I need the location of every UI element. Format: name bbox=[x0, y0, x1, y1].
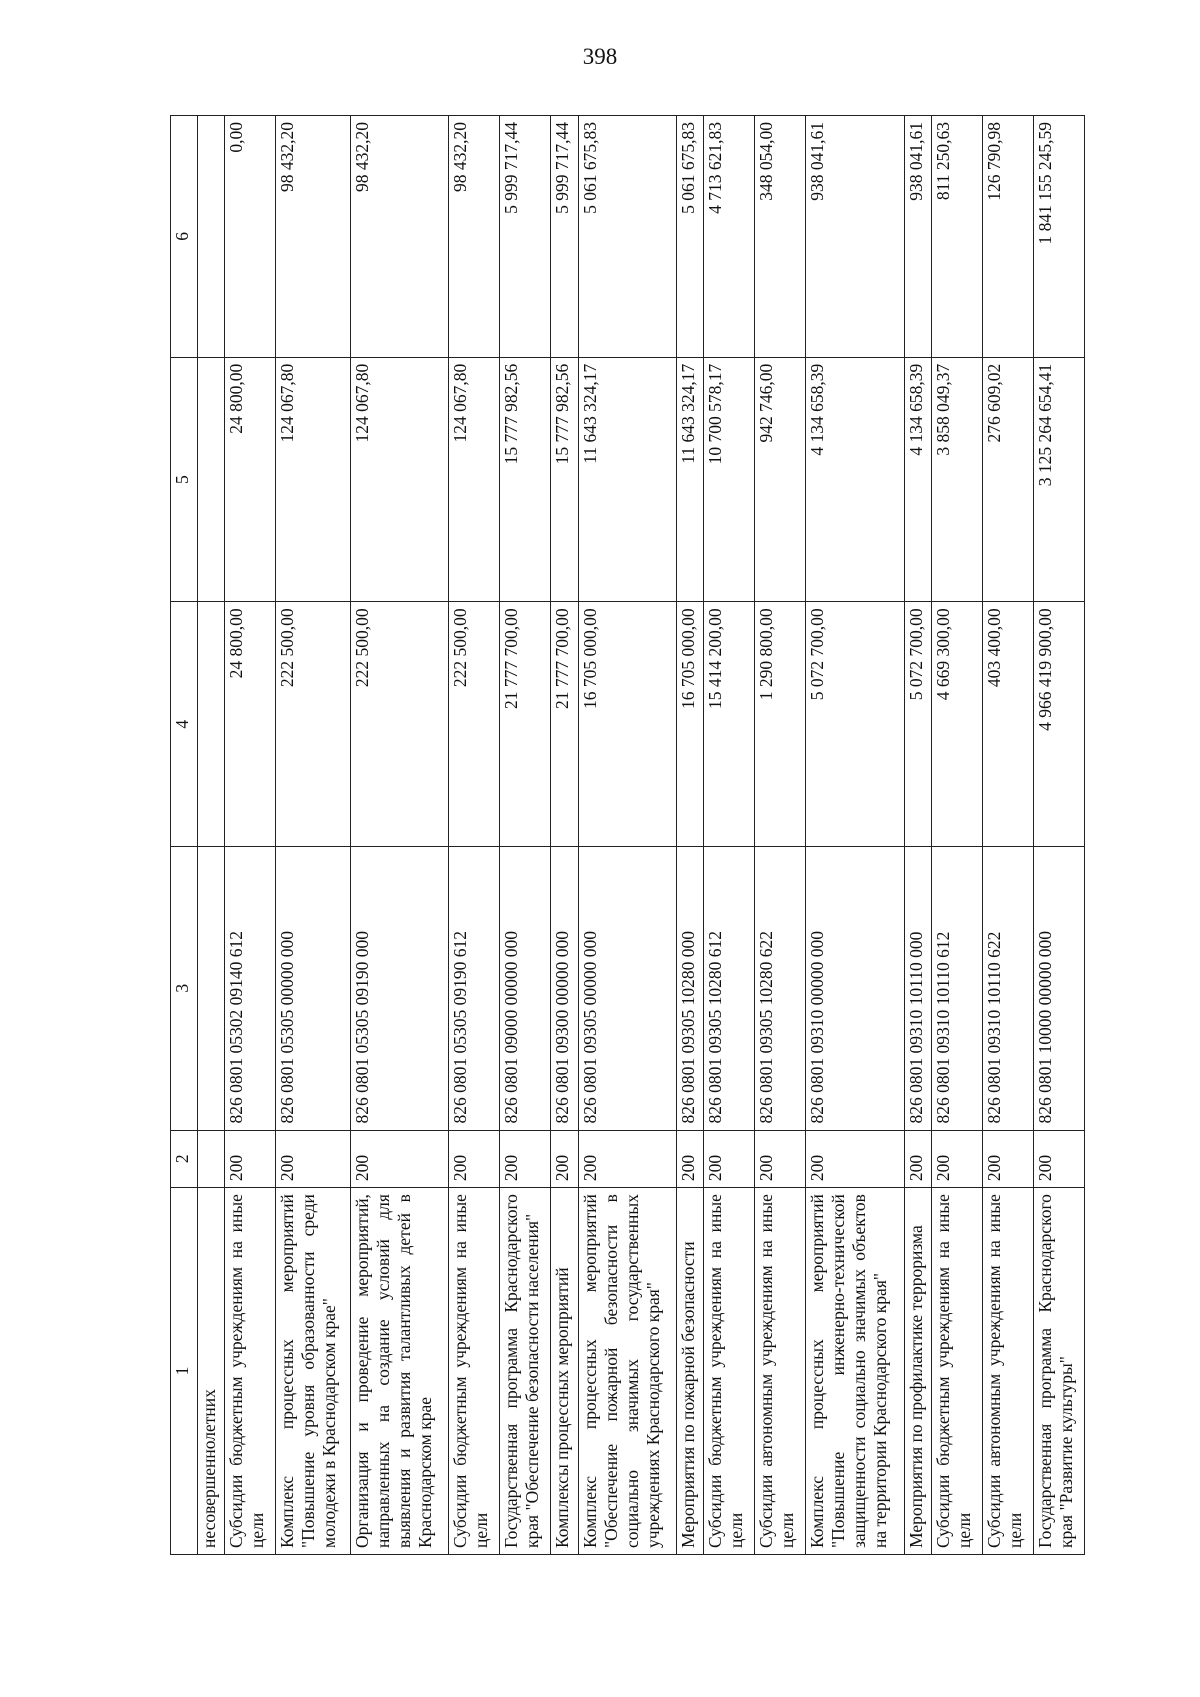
row-name-cell: Комплексы процессных мероприятий bbox=[551, 1188, 578, 1555]
row-col2-cell: 200 bbox=[755, 1130, 806, 1188]
row-value5-cell: 24 800,00 bbox=[225, 357, 276, 602]
row-value4-cell: 403 400,00 bbox=[982, 602, 1033, 847]
row-code-cell: 826 0801 09310 10110 622 bbox=[982, 847, 1033, 1130]
row-name-cell: Субсидии автономным учреждениям на иные цели bbox=[755, 1188, 806, 1555]
row-name-cell: Государственная программа Краснодарского края "Развитие культуры" bbox=[1033, 1188, 1084, 1555]
row-value6-cell: 811 250,63 bbox=[932, 116, 983, 358]
row-col2-cell: 200 bbox=[1033, 1130, 1084, 1188]
row-code-cell: 826 0801 05305 09190 000 bbox=[350, 847, 449, 1130]
row-value4-cell bbox=[198, 602, 225, 847]
header-col-6: 6 bbox=[171, 116, 198, 358]
row-value5-cell: 276 609,02 bbox=[982, 357, 1033, 602]
row-code-cell: 826 0801 05305 00000 000 bbox=[276, 847, 351, 1130]
row-value4-cell: 21 777 700,00 bbox=[500, 602, 551, 847]
table-body bbox=[198, 116, 1085, 1555]
row-col2-cell: 200 bbox=[578, 1130, 677, 1188]
row-value6-cell: 5 999 717,44 bbox=[500, 116, 551, 358]
table-row bbox=[350, 116, 449, 1555]
row-value6-cell: 0,00 bbox=[225, 116, 276, 358]
row-value5-cell: 11 643 324,17 bbox=[578, 357, 677, 602]
header-col-4: 4 bbox=[171, 602, 198, 847]
row-value4-cell: 1 290 800,00 bbox=[755, 602, 806, 847]
row-value6-cell: 348 054,00 bbox=[755, 116, 806, 358]
row-value6-cell: 5 061 675,83 bbox=[578, 116, 677, 358]
row-name-cell: Комплекс процессных мероприятий "Повышение инженерно-технической защищенности социально значимых объектов на территории Краснодарского края" bbox=[806, 1188, 905, 1555]
row-value4-cell: 5 072 700,00 bbox=[806, 602, 905, 847]
row-value5-cell: 3 125 264 654,41 bbox=[1033, 357, 1084, 602]
row-value6-cell: 938 041,61 bbox=[904, 116, 931, 358]
row-value6-cell: 5 061 675,83 bbox=[677, 116, 704, 358]
row-code-cell: 826 0801 09000 00000 000 bbox=[500, 847, 551, 1130]
row-name-cell: Государственная программа Краснодарского края "Обеспечение безопасности населения" bbox=[500, 1188, 551, 1555]
row-name-cell: Субсидии бюджетным учреждениям на иные цели bbox=[449, 1188, 500, 1555]
row-code-cell: 826 0801 05302 09140 612 bbox=[225, 847, 276, 1130]
row-col2-cell: 200 bbox=[449, 1130, 500, 1188]
row-value6-cell: 938 041,61 bbox=[806, 116, 905, 358]
table-header-row bbox=[171, 116, 198, 1555]
budget-table bbox=[170, 115, 1085, 1555]
table-row bbox=[551, 116, 578, 1555]
table-row bbox=[982, 116, 1033, 1555]
row-name-cell: Комплекс процессных мероприятий "Обеспечение пожарной безопасности в социально значимых государственных учреждениях Краснодарского края" bbox=[578, 1188, 677, 1555]
table-row bbox=[225, 116, 276, 1555]
row-value5-cell: 124 067,80 bbox=[350, 357, 449, 602]
row-col2-cell: 200 bbox=[806, 1130, 905, 1188]
row-code-cell bbox=[198, 847, 225, 1130]
table-row bbox=[449, 116, 500, 1555]
row-col2-cell: 200 bbox=[704, 1130, 755, 1188]
table-row bbox=[198, 116, 225, 1555]
rotated-table-container bbox=[170, 115, 1085, 1555]
row-name-cell: Субсидии бюджетным учреждениям на иные цели bbox=[704, 1188, 755, 1555]
row-code-cell: 826 0801 09305 10280 612 bbox=[704, 847, 755, 1130]
row-col2-cell: 200 bbox=[350, 1130, 449, 1188]
row-value6-cell: 98 432,20 bbox=[276, 116, 351, 358]
row-code-cell: 826 0801 09305 00000 000 bbox=[578, 847, 677, 1130]
table-row bbox=[932, 116, 983, 1555]
row-col2-cell bbox=[198, 1130, 225, 1188]
row-value5-cell bbox=[198, 357, 225, 602]
row-value5-cell: 3 858 049,37 bbox=[932, 357, 983, 602]
table-row bbox=[704, 116, 755, 1555]
table-row bbox=[500, 116, 551, 1555]
row-value4-cell: 16 705 000,00 bbox=[578, 602, 677, 847]
row-name-cell: Мероприятия по профилактике терроризма bbox=[904, 1188, 931, 1555]
row-col2-cell: 200 bbox=[932, 1130, 983, 1188]
row-col2-cell: 200 bbox=[500, 1130, 551, 1188]
table-row bbox=[578, 116, 677, 1555]
header-col-3: 3 bbox=[171, 847, 198, 1130]
row-value5-cell: 15 777 982,56 bbox=[500, 357, 551, 602]
row-value5-cell: 4 134 658,39 bbox=[806, 357, 905, 602]
row-value4-cell: 222 500,00 bbox=[276, 602, 351, 847]
row-value5-cell: 124 067,80 bbox=[449, 357, 500, 602]
row-code-cell: 826 0801 05305 09190 612 bbox=[449, 847, 500, 1130]
row-value4-cell: 4 669 300,00 bbox=[932, 602, 983, 847]
row-value4-cell: 4 966 419 900,00 bbox=[1033, 602, 1084, 847]
header-col-5: 5 bbox=[171, 357, 198, 602]
row-value4-cell: 5 072 700,00 bbox=[904, 602, 931, 847]
row-name-cell: Субсидии автономным учреждениям на иные цели bbox=[982, 1188, 1033, 1555]
row-value6-cell: 98 432,20 bbox=[350, 116, 449, 358]
row-code-cell: 826 0801 09310 00000 000 bbox=[806, 847, 905, 1130]
header-col-1: 1 bbox=[171, 1188, 198, 1555]
row-col2-cell: 200 bbox=[276, 1130, 351, 1188]
row-value5-cell: 4 134 658,39 bbox=[904, 357, 931, 602]
row-value4-cell: 15 414 200,00 bbox=[704, 602, 755, 847]
table-row bbox=[806, 116, 905, 1555]
row-value6-cell: 126 790,98 bbox=[982, 116, 1033, 358]
row-value6-cell bbox=[198, 116, 225, 358]
row-name-cell: Организация и проведение мероприятий, направленных на создание условий для выявления и развития талантливых детей в Краснодарском крае bbox=[350, 1188, 449, 1555]
row-value6-cell: 98 432,20 bbox=[449, 116, 500, 358]
row-value5-cell: 942 746,00 bbox=[755, 357, 806, 602]
row-value5-cell: 10 700 578,17 bbox=[704, 357, 755, 602]
row-name-cell: несовершеннолетних bbox=[198, 1188, 225, 1555]
row-name-cell: Субсидии бюджетным учреждениям на иные цели bbox=[225, 1188, 276, 1555]
table-row bbox=[677, 116, 704, 1555]
row-col2-cell: 200 bbox=[904, 1130, 931, 1188]
row-value4-cell: 21 777 700,00 bbox=[551, 602, 578, 847]
table-row bbox=[904, 116, 931, 1555]
row-name-cell: Мероприятия по пожарной безопасности bbox=[677, 1188, 704, 1555]
row-code-cell: 826 0801 09310 10110 000 bbox=[904, 847, 931, 1130]
row-col2-cell: 200 bbox=[677, 1130, 704, 1188]
row-code-cell: 826 0801 09300 00000 000 bbox=[551, 847, 578, 1130]
row-value5-cell: 124 067,80 bbox=[276, 357, 351, 602]
row-value6-cell: 1 841 155 245,59 bbox=[1033, 116, 1084, 358]
row-value4-cell: 222 500,00 bbox=[350, 602, 449, 847]
row-value5-cell: 15 777 982,56 bbox=[551, 357, 578, 602]
row-value4-cell: 222 500,00 bbox=[449, 602, 500, 847]
row-col2-cell: 200 bbox=[551, 1130, 578, 1188]
row-value6-cell: 4 713 621,83 bbox=[704, 116, 755, 358]
row-name-cell: Субсидии бюджетным учреждениям на иные цели bbox=[932, 1188, 983, 1555]
row-name-cell: Комплекс процессных мероприятий "Повышение уровня образованности среди молодежи в Краснодарском крае" bbox=[276, 1188, 351, 1555]
row-value4-cell: 16 705 000,00 bbox=[677, 602, 704, 847]
row-code-cell: 826 0801 09310 10110 612 bbox=[932, 847, 983, 1130]
row-value4-cell: 24 800,00 bbox=[225, 602, 276, 847]
row-code-cell: 826 0801 09305 10280 622 bbox=[755, 847, 806, 1130]
row-value6-cell: 5 999 717,44 bbox=[551, 116, 578, 358]
row-col2-cell: 200 bbox=[225, 1130, 276, 1188]
table-row bbox=[755, 116, 806, 1555]
header-col-2: 2 bbox=[171, 1130, 198, 1188]
page-number: 398 bbox=[582, 44, 618, 69]
row-code-cell: 826 0801 10000 00000 000 bbox=[1033, 847, 1084, 1130]
table-row bbox=[276, 116, 351, 1555]
row-col2-cell: 200 bbox=[982, 1130, 1033, 1188]
row-value5-cell: 11 643 324,17 bbox=[677, 357, 704, 602]
table-row bbox=[1033, 116, 1084, 1555]
row-code-cell: 826 0801 09305 10280 000 bbox=[677, 847, 704, 1130]
